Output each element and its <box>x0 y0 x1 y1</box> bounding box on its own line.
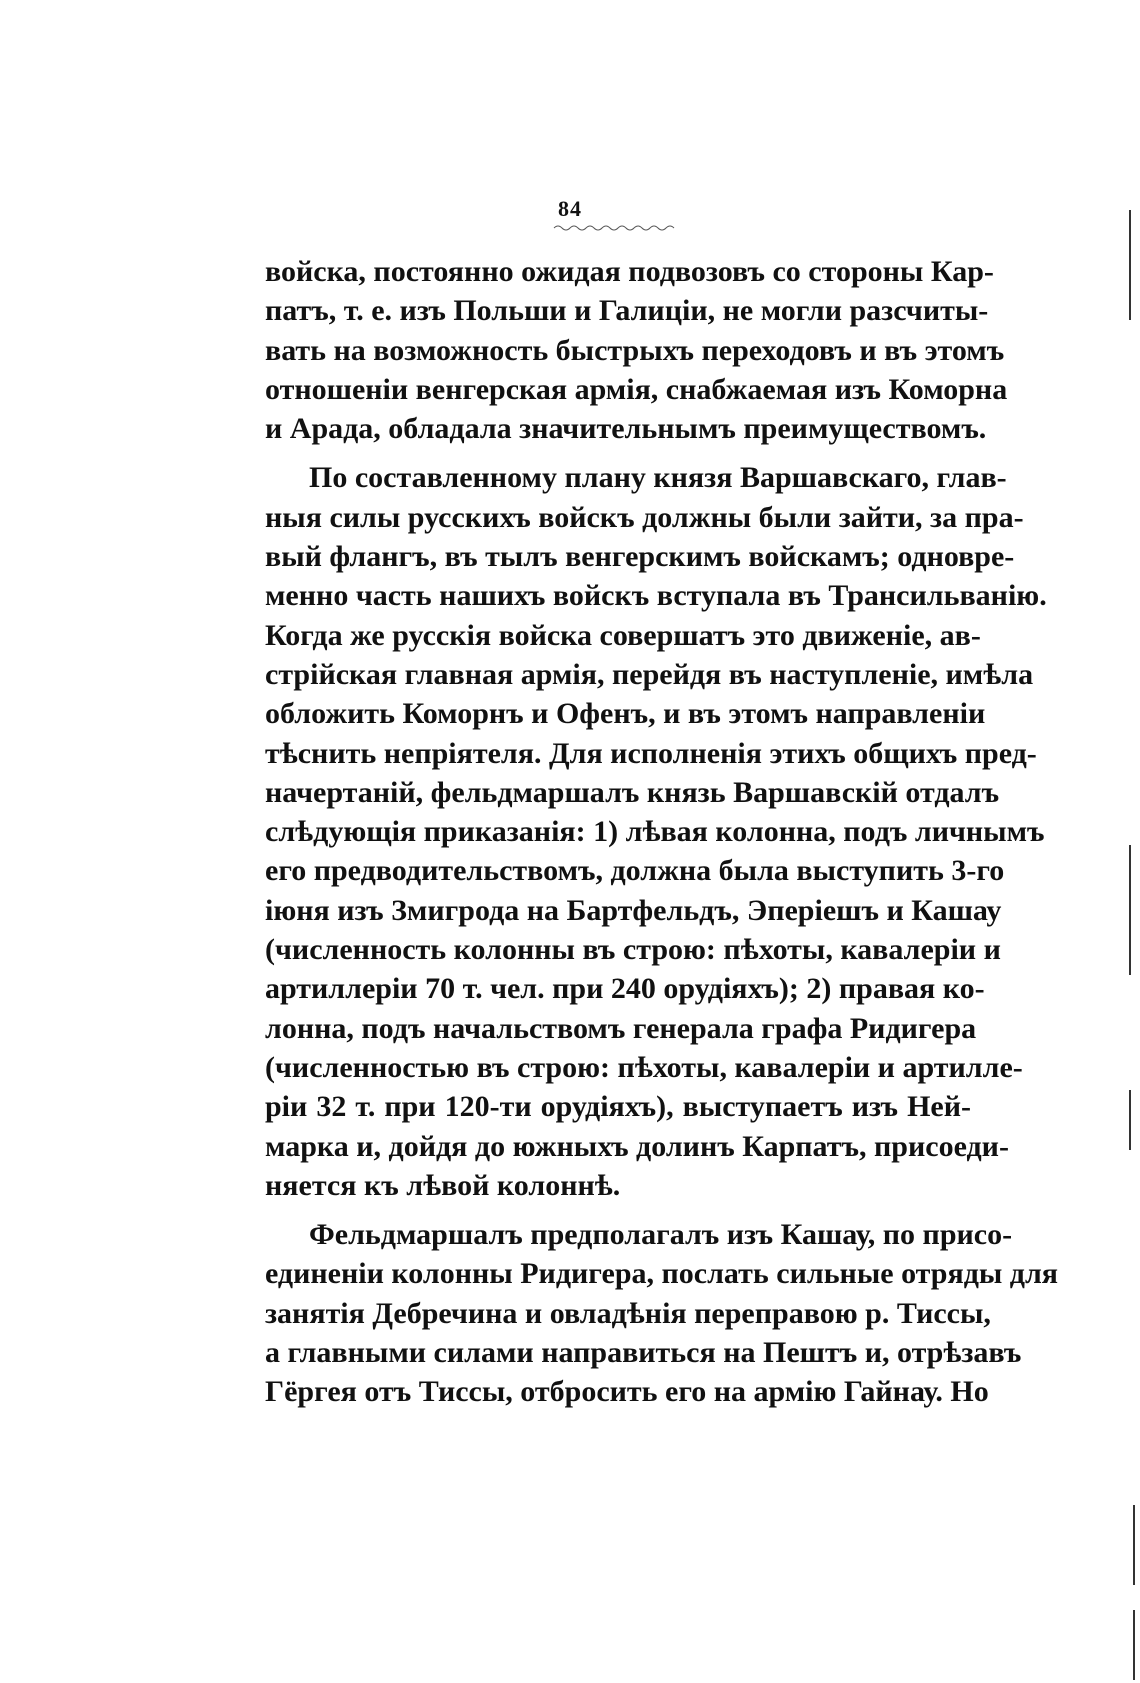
text-line: артиллеріи 70 т. чел. при 240 орудіяхъ); 2) правая ко- <box>265 972 985 1006</box>
paragraph-3 <box>265 1215 1059 1411</box>
text-line: патъ, т. е. изъ Польши и Галиціи, не могли разсчиты- <box>265 294 989 328</box>
text-line: ріи 32 т. при 120-ти орудіяхъ), выступаетъ изъ Ней- <box>265 1090 971 1124</box>
scan-edge-mark <box>1133 1610 1135 1680</box>
text-line: отношеніи венгерская армія, снабжаемая изъ Коморна <box>265 372 1008 406</box>
body-text <box>265 252 1059 1412</box>
text-line: По составленному плану князя Варшавскаго, глав- <box>309 461 1007 495</box>
text-line: а главными силами направиться на Пештъ и, отрѣзавъ <box>265 1336 1022 1370</box>
text-line: Гёргея отъ Тиссы, отбросить его на армію Гайнау. Но <box>265 1375 989 1409</box>
text-line: стрійская главная армія, перейдя въ наступленіе, имѣла <box>265 657 1034 691</box>
text-line: Когда же русскія войска совершатъ это движеніе, ав- <box>265 618 981 652</box>
text-line: Фельдмаршалъ предполагалъ изъ Кашау, по присо- <box>309 1218 1013 1252</box>
page-number: 84 <box>558 196 582 221</box>
text-line: и Арада, обладала значительнымъ преимуществомъ. <box>265 412 987 446</box>
text-line: вать на возможность быстрыхъ переходовъ и въ этомъ <box>265 333 1005 367</box>
text-line: (численностью въ строю: пѣхоты, кавалеріи и артилле- <box>265 1050 1023 1084</box>
text-line: его предводительствомъ, должна была выступить 3-го <box>265 854 1005 888</box>
scan-edge-mark <box>1129 845 1131 975</box>
text-line: начертаній, фельдмаршалъ князь Варшавскій отдалъ <box>265 775 1000 809</box>
text-line: (численность колонны въ строю: пѣхоты, кавалеріи и <box>265 933 1001 967</box>
page-number-ornament <box>552 224 678 232</box>
scan-edge-mark <box>1133 1505 1135 1585</box>
text-line: войска, постоянно ожидая подвозовъ со стороны Кар- <box>265 255 994 288</box>
text-line: менно часть нашихъ войскъ вступала въ Трансильванію. <box>265 579 1047 613</box>
paragraph-2 <box>265 458 1047 1205</box>
scan-edge-mark <box>1129 1090 1131 1150</box>
text-line: марка и, дойдя до южныхъ долинъ Карпатъ, присоеди- <box>265 1129 1009 1163</box>
text-line: іюня изъ Змигрода на Бартфельдъ, Эперіешъ и Кашау <box>265 893 1002 927</box>
text-line: занятія Дебречина и овладѣнія переправою р. Тиссы, <box>265 1296 991 1330</box>
text-line: лонна, подъ начальствомъ генерала графа Ридигера <box>265 1011 977 1045</box>
text-line: няется къ лѣвой колоннѣ. <box>265 1168 621 1202</box>
text-line: единеніи колонны Ридигера, послать сильные отряды для <box>265 1257 1059 1291</box>
text-line: вый флангъ, въ тылъ венгерскимъ войскамъ; одновре- <box>265 540 1015 574</box>
scan-edge-mark <box>1129 210 1131 320</box>
text-line: тѣснить непріятеля. Для исполненія этихъ общихъ пред- <box>265 736 1037 770</box>
text-line: обложить Коморнъ и Офенъ, и въ этомъ направленіи <box>265 697 986 731</box>
text-line: слѣдующія приказанія: 1) лѣвая колонна, подъ личнымъ <box>265 815 1045 849</box>
text-line: ныя силы русскихъ войскъ должны были зайти, за пра- <box>265 500 1024 534</box>
paragraph-1 <box>265 252 1008 448</box>
